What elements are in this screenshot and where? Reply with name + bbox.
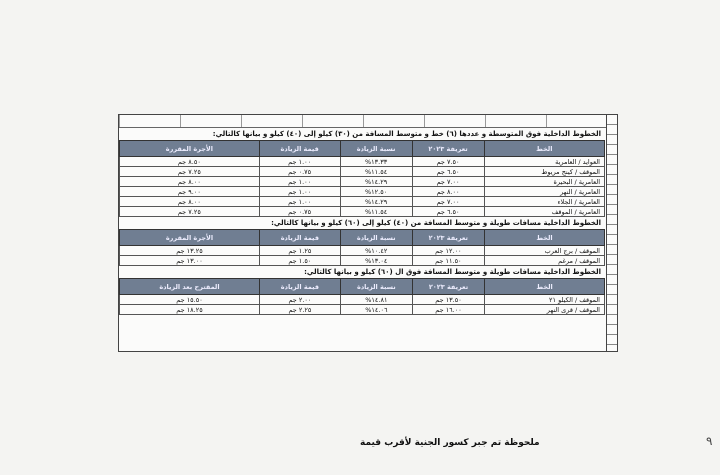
section-title: الخطوط الداخلية فوق المتوسطة و عددها (٦) خط و متوسط المسافة من (٣٠) كيلو إلى (٤٠) كيلو و بيانها كالتالي:: [212, 130, 601, 138]
margin-strip: [606, 115, 617, 351]
table-cell: ٧.٥٠ جم: [412, 157, 484, 167]
table-cell: ١٣.٣٣%: [340, 157, 412, 167]
column-header: تعريفة ٢٠٢٣: [412, 230, 484, 246]
table-cell: ٨.٠٠ جم: [120, 197, 260, 207]
section-title: الخطوط الداخلية مسافات طويلة و متوسط المسافة من (٤٠) كيلو إلى (٦٠) كيلو و بيانها كالتالي:: [271, 219, 601, 227]
fare-sections: [119, 128, 617, 315]
table-cell: ١.٠٠ جم: [259, 197, 340, 207]
table-cell: العوايد / العامرية: [484, 157, 604, 167]
table-cell: ٧.٠٠ جم: [412, 197, 484, 207]
fare-table: [119, 278, 605, 315]
table-cell: ١١.٥٤%: [340, 207, 412, 217]
table-cell: ١٨.٢٥ جم: [120, 305, 260, 315]
table-row: [120, 246, 605, 256]
column-header: الأجرة المقررة: [120, 141, 260, 157]
table-cell: العامرية / البحيرة: [484, 177, 604, 187]
table-cell: ٨.٠٠ جم: [120, 177, 260, 187]
column-header: الخط: [484, 141, 604, 157]
table-cell: ١٤.٢٩%: [340, 197, 412, 207]
table-row: [120, 187, 605, 197]
table-cell: ١٣.٢٥ جم: [120, 246, 260, 256]
table-cell: ١.٠٠ جم: [259, 157, 340, 167]
table-cell: ١٤.٢٩%: [340, 177, 412, 187]
top-ruler: [119, 115, 607, 128]
table-cell: ٩.٠٠ جم: [120, 187, 260, 197]
table-row: [120, 256, 605, 266]
section-title: الخطوط الداخلية مسافات طويلة و متوسط المسافة فوق ال (٦٠) كيلو و بيانها كالتالي:: [304, 268, 601, 276]
column-header: نسبة الزيادة: [340, 141, 412, 157]
table-cell: ١.٠٠ جم: [259, 187, 340, 197]
table-row: [120, 295, 605, 305]
column-header: الأجرة المقررة: [120, 230, 260, 246]
table-cell: العامرية / النهر: [484, 187, 604, 197]
column-header: الخط: [485, 279, 605, 295]
table-cell: ١٤.٨١%: [340, 295, 412, 305]
table-cell: ١.٢٥ جم: [259, 246, 340, 256]
table-cell: ١٣.٠٠ جم: [120, 256, 260, 266]
table-cell: ١٣.٠٤%: [340, 256, 412, 266]
table-cell: ٨.٥٠ جم: [120, 157, 260, 167]
fare-table: [119, 229, 605, 266]
table-cell: ٧.٢٥ جم: [120, 207, 260, 217]
table-row: [120, 157, 605, 167]
table-cell: ١٣.٥٠ جم: [412, 295, 484, 305]
table-cell: ٧.٠٠ جم: [412, 177, 484, 187]
table-cell: ١.٥٠ جم: [259, 256, 340, 266]
fare-table: [119, 140, 605, 217]
table-cell: الموقف / كينج مريوط: [484, 167, 604, 177]
table-cell: ٨.٠٠ جم: [412, 187, 484, 197]
column-header: قيمة الزيادة: [259, 230, 340, 246]
fare-sheet: [118, 114, 618, 352]
column-header: تعريفة ٢٠٢٣: [412, 279, 484, 295]
table-cell: ٢.٢٥ جم: [259, 305, 340, 315]
table-cell: ١٥.٥٠ جم: [120, 295, 260, 305]
column-header: نسبة الزيادة: [340, 279, 412, 295]
table-row: [120, 207, 605, 217]
table-cell: ٦.٥٠ جم: [412, 207, 484, 217]
table-cell: العامرية / الموقف: [484, 207, 604, 217]
table-cell: ١٤.٠٦%: [340, 305, 412, 315]
table-cell: الموقف / برج العرب: [485, 246, 605, 256]
table-cell: ٠.٧٥ جم: [259, 167, 340, 177]
table-cell: الموقف / مرغم: [485, 256, 605, 266]
table-cell: الموقف / الكيلو ٢١: [485, 295, 605, 305]
table-row: [120, 167, 605, 177]
column-header: قيمة الزيادة: [259, 141, 340, 157]
table-cell: الموقف / قرى النهر: [485, 305, 605, 315]
table-cell: ٧.٢٥ جم: [120, 167, 260, 177]
table-cell: ١٠.٤٢%: [340, 246, 412, 256]
table-cell: ١٢.٥٠%: [340, 187, 412, 197]
table-cell: ٠.٧٥ جم: [259, 207, 340, 217]
footer-note: ملحوظة تم جبر كسور الجنية لأقرب قيمة: [360, 438, 540, 448]
column-header: قيمة الزيادة: [259, 279, 340, 295]
column-header: المقترح بعد الزيادة: [120, 279, 260, 295]
table-row: [120, 305, 605, 315]
table-cell: ٦.٥٠ جم: [412, 167, 484, 177]
table-cell: ١١.٥٠ جم: [412, 256, 484, 266]
table-cell: ١٦.٠٠ جم: [412, 305, 484, 315]
table-cell: ١١.٥٤%: [340, 167, 412, 177]
table-row: [120, 177, 605, 187]
page-number: ٩: [706, 434, 713, 448]
table-cell: ٢.٠٠ جم: [259, 295, 340, 305]
column-header: نسبة الزيادة: [340, 230, 412, 246]
table-row: [120, 197, 605, 207]
table-cell: ١.٠٠ جم: [259, 177, 340, 187]
column-header: الخط: [485, 230, 605, 246]
column-header: تعريفة ٢٠٢٣: [412, 141, 484, 157]
table-cell: العامرية / الجلاء: [484, 197, 604, 207]
table-cell: ١٢.٠٠ جم: [412, 246, 484, 256]
